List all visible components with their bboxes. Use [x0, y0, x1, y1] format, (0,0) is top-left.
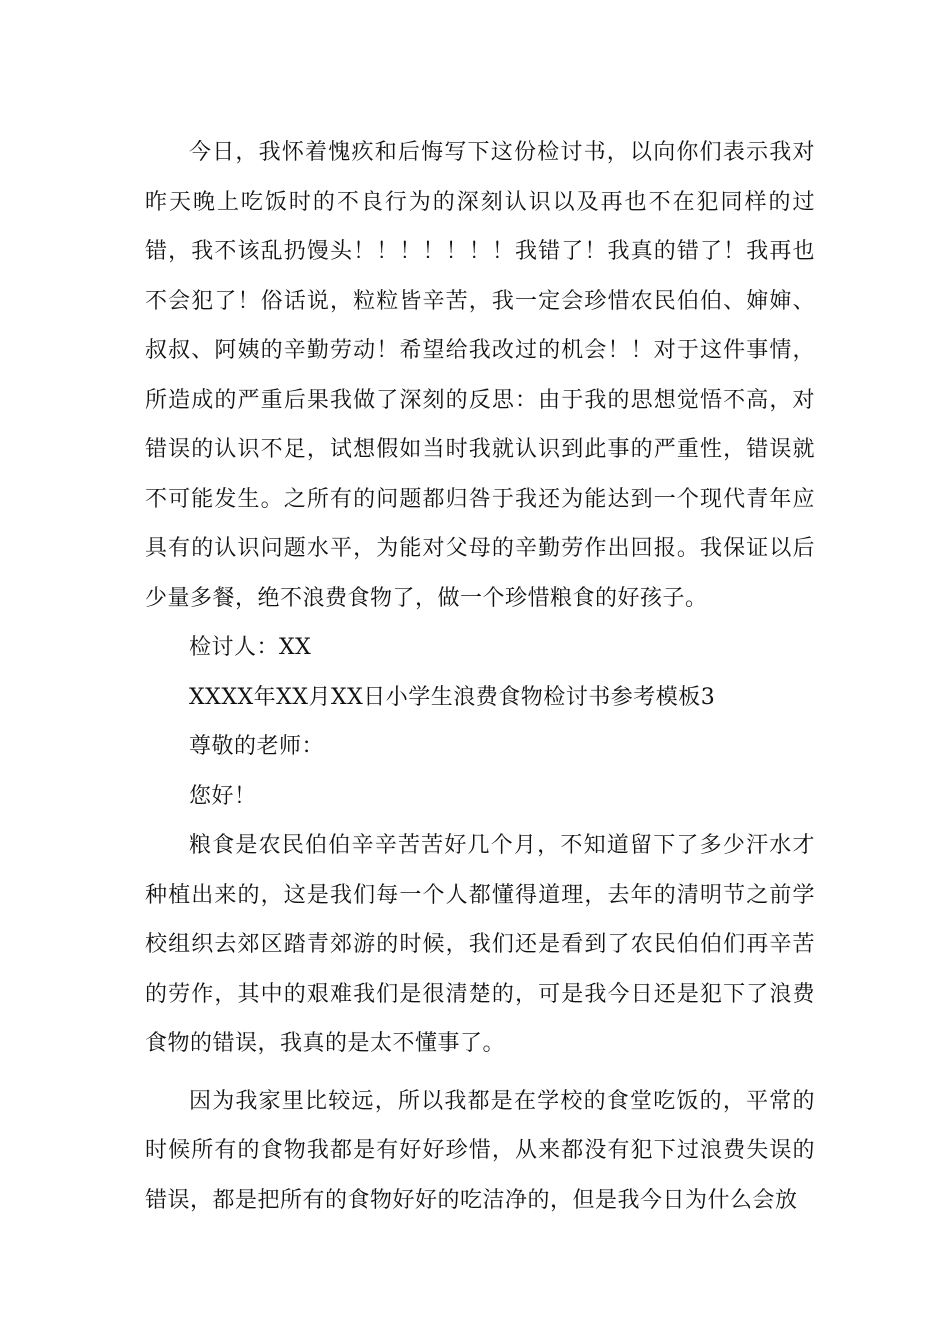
date-and-template-title: XXXX年XX月XX日小学生浪费食物检讨书参考模板3 [189, 684, 716, 710]
paragraph-canteen: 因为我家里比较远，所以我都是在学校的食堂吃饭的，平常的时候所有的食物我都是有好好珍惜，从来都没有犯下过浪费失误的错误，都是把所有的食物好好的吃洁净的，但是我今日为什么会放 [145, 1088, 815, 1213]
document-body [145, 128, 815, 1225]
paragraph-grain: 粮食是农民伯伯辛辛苦苦好几个月，不知道留下了多少汗水才种植出来的，这是我们每一个人都懂得道理，去年的清明节之前学校组织去郊区踏青郊游的时候，我们还是看到了农民伯伯们再辛苦的劳作，其中的艰难我们是很清楚的，可是我今日还是犯下了浪费食物的错误，我真的是太不懂事了。 [145, 833, 815, 1056]
greeting: 您好！ [189, 783, 257, 809]
salutation: 尊敬的老师： [189, 734, 325, 759]
signature-line: 检讨人：XX [189, 635, 312, 660]
paragraph-apology-body: 今日，我怀着愧疚和后悔写下这份检讨书，以向你们表示我对昨天晚上吃饭时的不良行为的深刻认识以及再也不在犯同样的过错，我不该乱扔馒头！！！！！！！我错了！我真的错了！我再也不会犯了！俗话说，粒粒皆辛苦，我一定会珍惜农民伯伯、婶婶、叔叔、阿姨的辛勤劳动！希望给我改过的机会！！对于这件事情，所造成的严重后果我做了深刻的反思：由于我的思想觉悟不高，对错误的认识不足，试想假如当时我就认识到此事的严重性，错误就不可能发生。之所有的问题都归咎于我还为能达到一个现代青年应具有的认识问题水平，为能对父母的辛勤劳作出回报。我保证以后少量多餐，绝不浪费食物了，做一个珍惜粮食的好孩子。 [145, 140, 815, 611]
